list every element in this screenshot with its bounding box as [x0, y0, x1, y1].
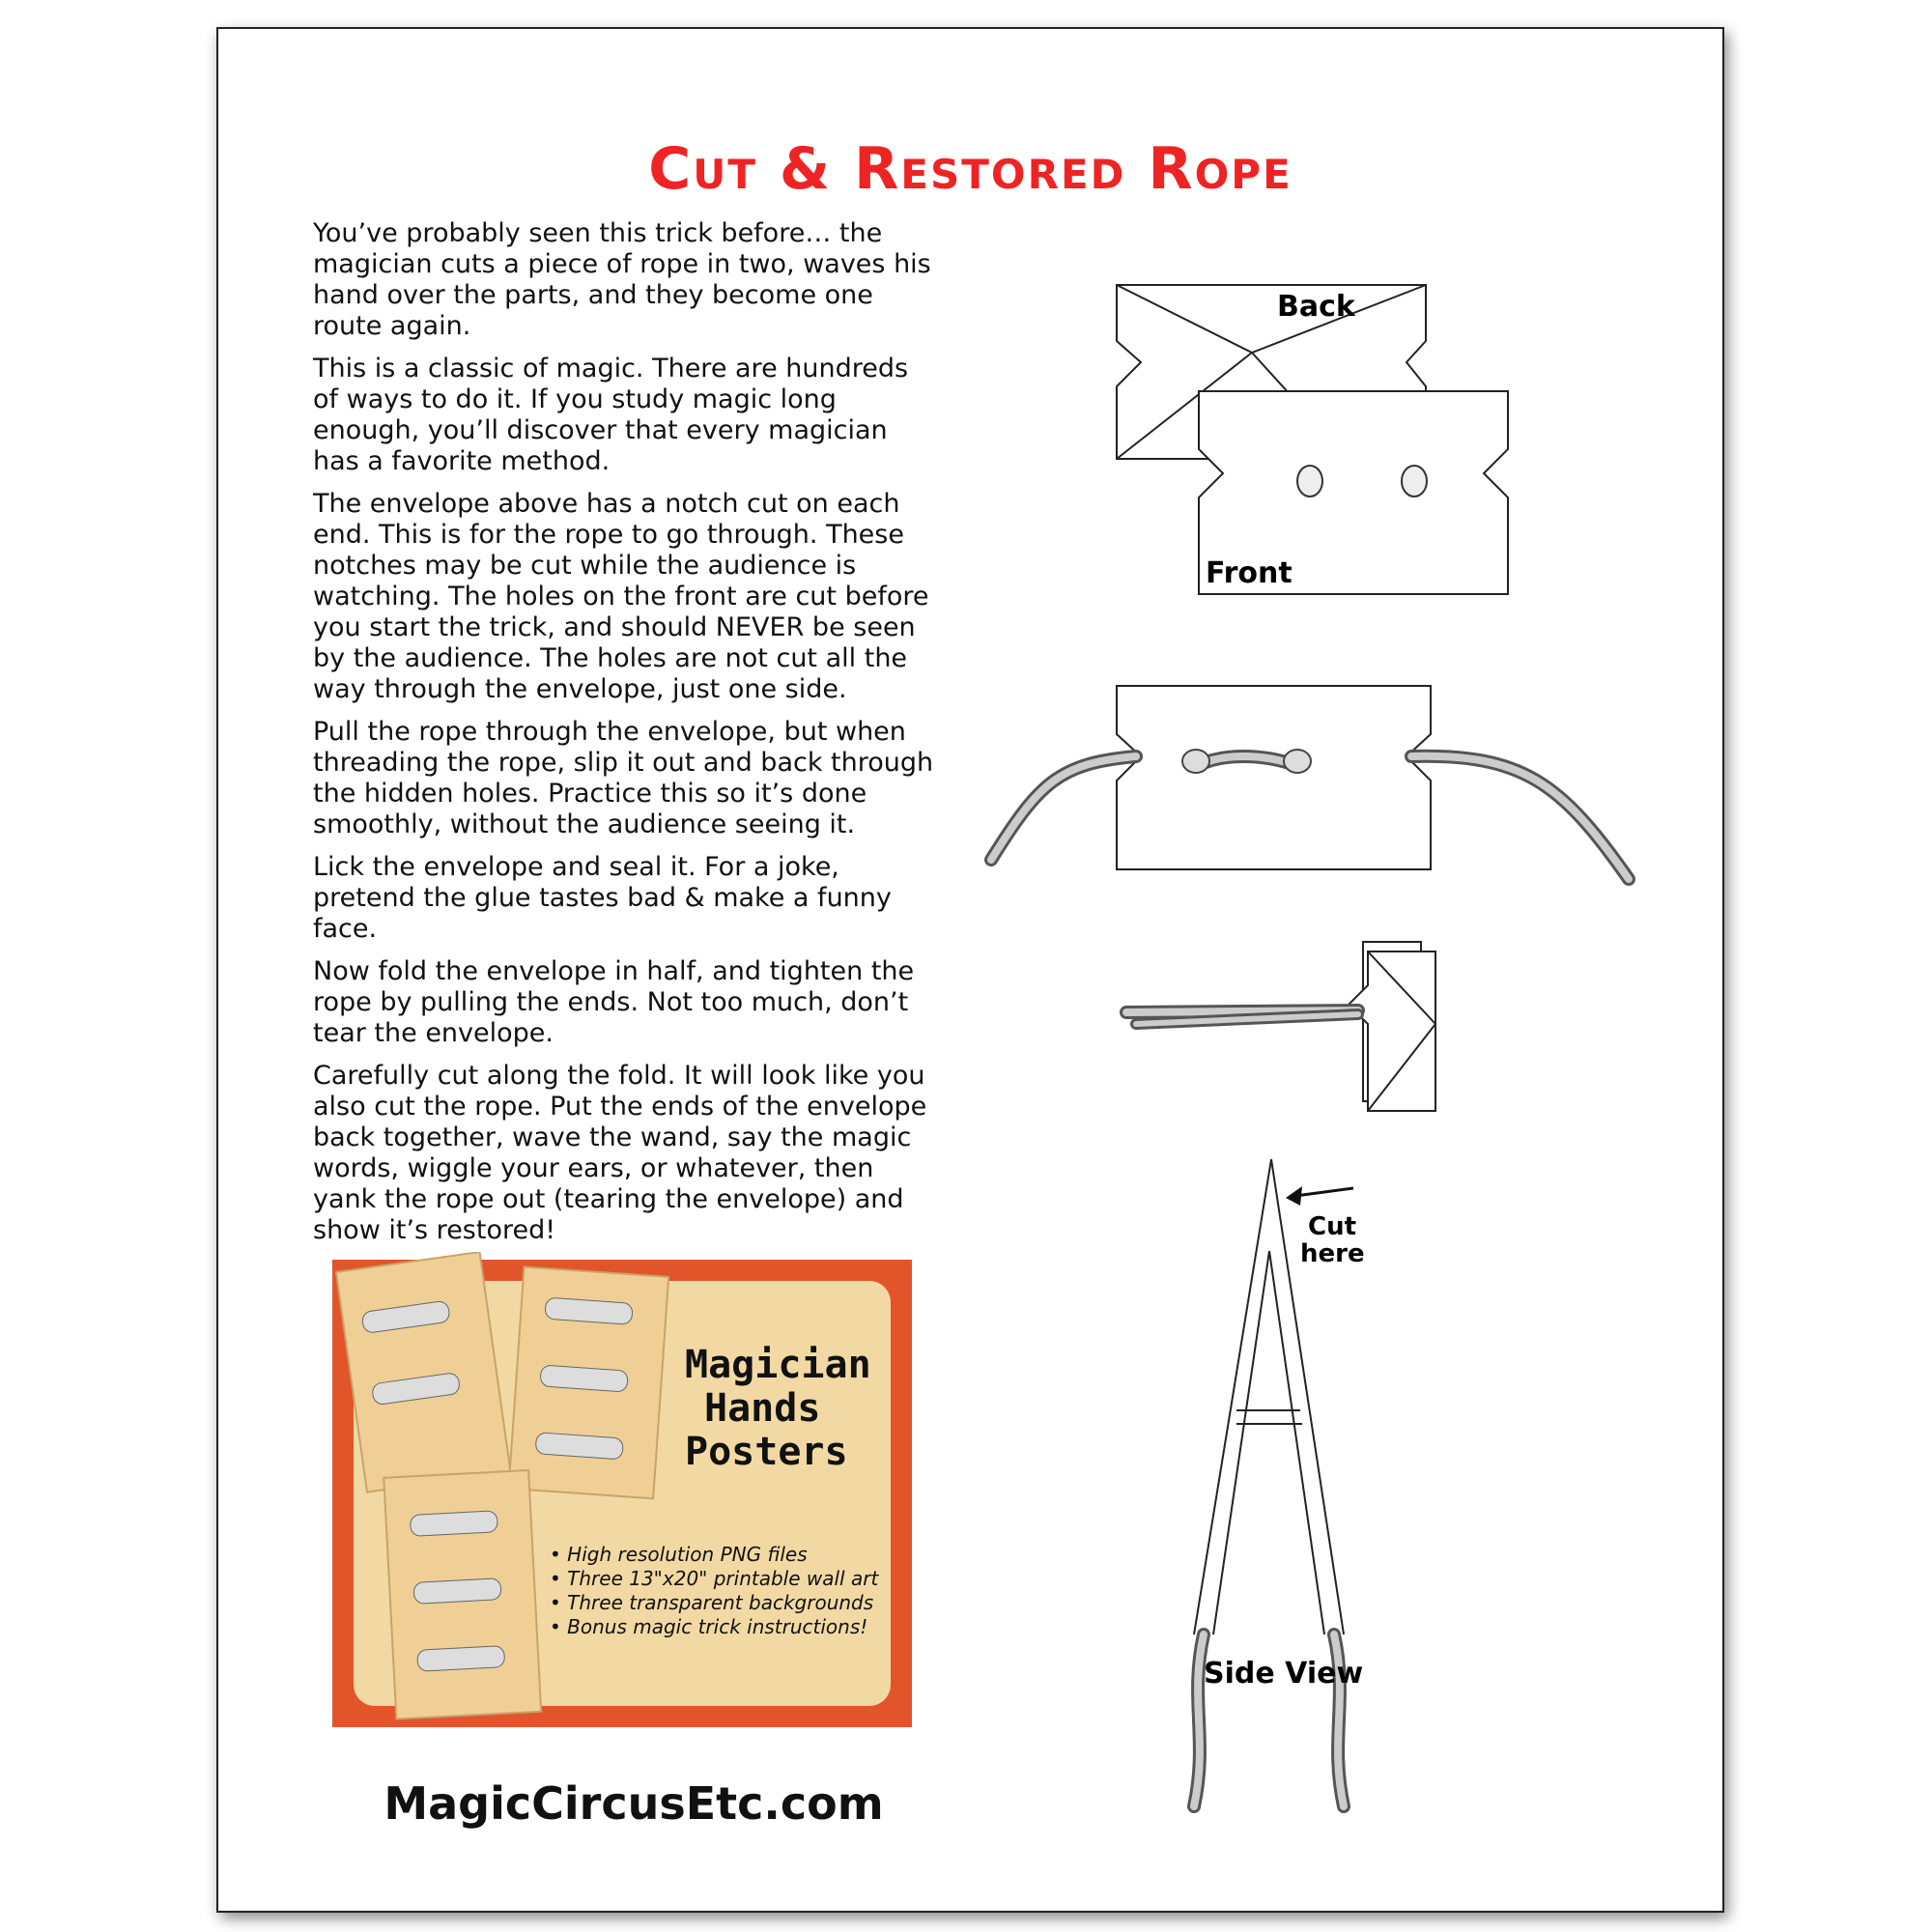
- back-label: Back: [1277, 290, 1355, 324]
- promo-bullet: • Bonus magic trick instructions!: [550, 1615, 868, 1638]
- envelope-back-front-diagram: [1107, 275, 1513, 604]
- hidden-hole-left: [1297, 466, 1322, 497]
- promo-bullet: • High resolution PNG files: [550, 1543, 808, 1566]
- hand-card-2: [508, 1266, 668, 1498]
- paragraph: Carefully cut along the fold. It will look like you also cut the rope. Put the ends of the envelope back together, wave the wand, say the magic words, wiggle your ears, or whatever, then yank the rope out (tearing the envelope) and show it’s restored!: [313, 1061, 927, 1245]
- here-label: here: [1300, 1239, 1365, 1268]
- paragraph: You’ve probably seen this trick before… the magician cuts a piece of rope in two, waves his hand over the parts, and they become one route again.: [313, 218, 931, 341]
- paragraph: Now fold the envelope in half, and tighten the rope by pulling the ends. Not too much, don’t tear the envelope.: [313, 956, 915, 1048]
- cut-label: Cut: [1308, 1212, 1357, 1241]
- promo-title-line-1: Magician: [685, 1343, 871, 1387]
- side-view-diagram: [1165, 1140, 1455, 1835]
- side-view-label: Side View: [1204, 1657, 1364, 1690]
- hand-card-3: [384, 1470, 541, 1719]
- magician-hands-posters-ad: [332, 1252, 912, 1735]
- folded-envelope-shape: [1349, 952, 1435, 1111]
- rope-hole-left: [1182, 750, 1209, 773]
- front-label: Front: [1206, 556, 1293, 590]
- instructions: [313, 218, 941, 1258]
- page-title: Cut & Restored Rope: [648, 135, 1293, 203]
- paragraph: Pull the rope through the envelope, but when threading the rope, slip it out and back through the hidden holes. Practice this so it’s done smoothly, without the audience seeing it.: [313, 717, 934, 839]
- envelope-with-rope: [1117, 686, 1431, 869]
- worksheet-page: [216, 27, 1724, 1913]
- website-link[interactable]: MagicCircusEtc.com: [384, 1777, 884, 1830]
- promo-title-line-2: Hands: [704, 1386, 821, 1431]
- cut-here-arrow: [1295, 1188, 1353, 1196]
- promo-bullet: • Three 13"x20" printable wall art: [550, 1567, 879, 1590]
- promo-bullet: • Three transparent backgrounds: [550, 1591, 874, 1614]
- hidden-hole-right: [1402, 466, 1427, 497]
- hand-card-1: [336, 1252, 511, 1492]
- rope-threaded-diagram: [981, 667, 1638, 898]
- promo-title-line-3: Posters: [685, 1430, 848, 1474]
- paragraph: This is a classic of magic. There are hundreds of ways to do it. If you study magic long enough, you’ll discover that every magician has a favorite method.: [313, 354, 909, 476]
- rope-hole-right: [1284, 750, 1311, 773]
- paragraph: The envelope above has a notch cut on each end. This is for the rope to go through. These notches may be cut while the audience is watching. The holes on the front are cut before you start the trick, and should NEVER be seen by the audience. The holes are not cut all the way through the envelope, just one side.: [313, 489, 929, 704]
- paragraph: Lick the envelope and seal it. For a joke, pretend the glue tastes bad & make a funny face.: [313, 852, 892, 944]
- folded-envelope-diagram: [1117, 927, 1445, 1121]
